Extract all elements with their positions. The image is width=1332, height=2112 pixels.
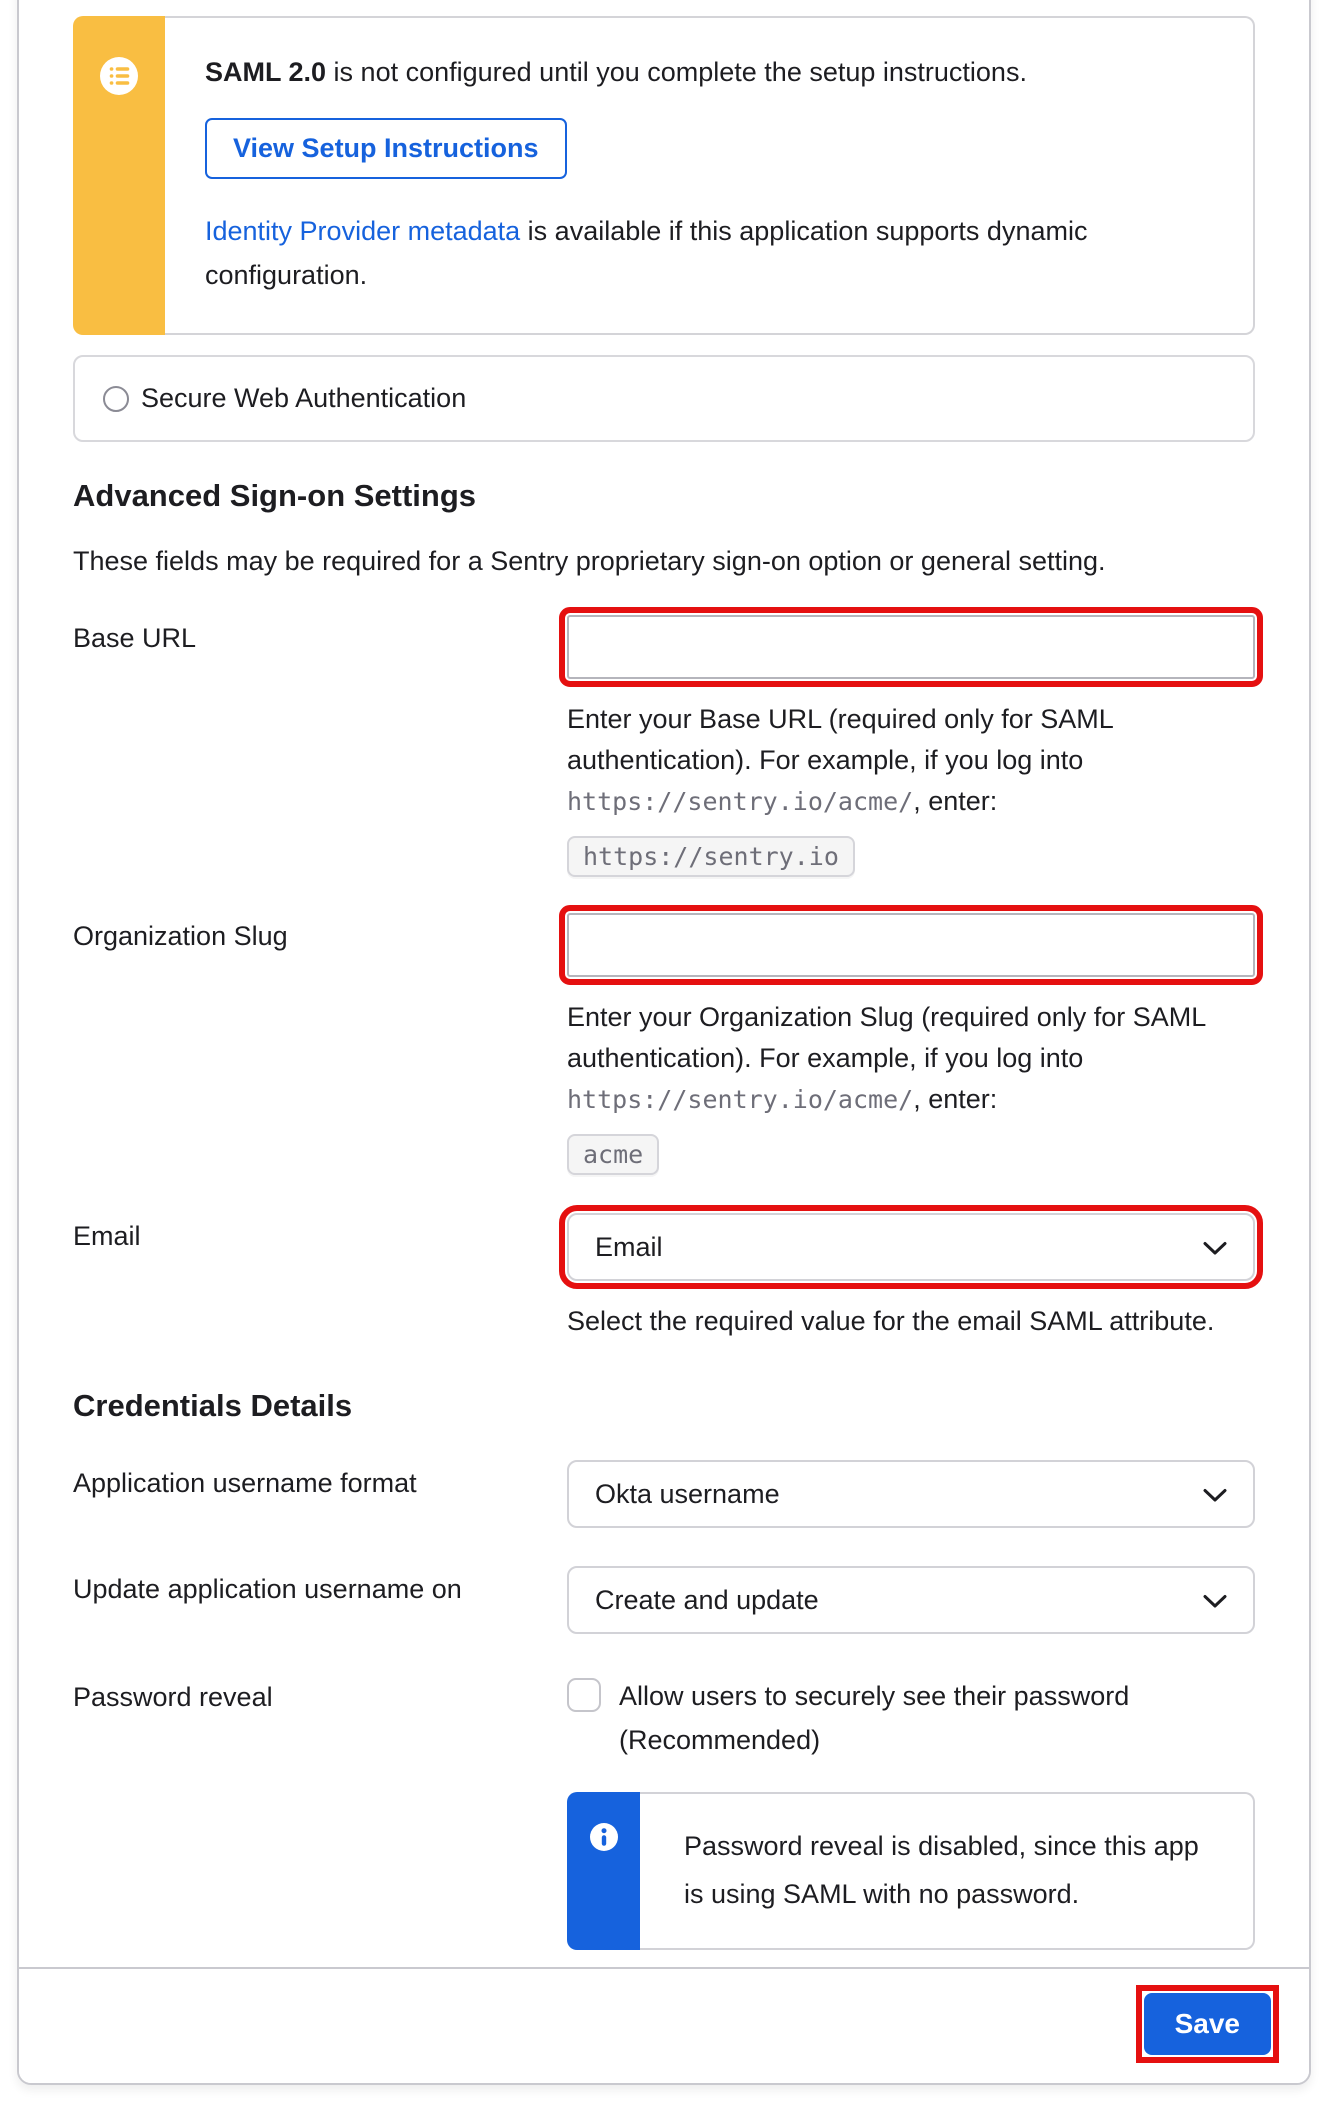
base-url-help-suffix: , enter: <box>913 786 998 816</box>
email-select-value: Email <box>595 1231 663 1262</box>
update-username-row <box>73 1566 1255 1634</box>
username-format-select[interactable] <box>567 1460 1255 1528</box>
org-slug-control <box>567 913 1255 1175</box>
password-reveal-info-callout <box>567 1792 1255 1950</box>
chevron-down-icon <box>1203 1232 1227 1263</box>
base-url-help <box>567 699 1255 822</box>
username-format-row <box>73 1460 1255 1528</box>
warning-stripe <box>73 16 165 335</box>
username-format-value: Okta username <box>595 1478 780 1509</box>
base-url-row <box>73 615 1255 877</box>
org-slug-input[interactable] <box>567 913 1255 977</box>
org-slug-label: Organization Slug <box>73 921 288 951</box>
swa-option-label: Secure Web Authentication <box>141 383 467 413</box>
password-reveal-checkbox[interactable] <box>567 1678 601 1712</box>
base-url-help-code: https://sentry.io/acme/ <box>567 787 914 816</box>
warning-title <box>205 52 1213 92</box>
chevron-down-icon <box>1203 1585 1227 1616</box>
swa-radio[interactable] <box>103 386 129 412</box>
org-slug-help-code: https://sentry.io/acme/ <box>567 1085 914 1114</box>
metadata-paragraph <box>205 209 1213 297</box>
advanced-signon-description: These fields may be required for a Sentry proprietary sign-on option or general setting. <box>73 546 1106 576</box>
identity-provider-metadata-link[interactable]: Identity Provider metadata <box>205 216 521 246</box>
saml-warning-callout <box>73 16 1255 335</box>
info-stripe <box>567 1792 640 1950</box>
email-help: Select the required value for the email SAML attribute. <box>567 1306 1215 1336</box>
view-setup-instructions-button[interactable]: View Setup Instructions <box>205 118 567 179</box>
password-reveal-checkbox-group <box>567 1674 1255 1762</box>
base-url-example-chip: https://sentry.io <box>567 836 855 877</box>
update-username-control <box>567 1566 1255 1634</box>
username-format-label: Application username format <box>73 1468 417 1498</box>
password-reveal-checkbox-label: Allow users to securely see their password (Recommended) <box>619 1681 1130 1755</box>
advanced-signon-heading: Advanced Sign-on Settings <box>73 478 477 513</box>
org-slug-example-chip: acme <box>567 1134 659 1175</box>
base-url-control <box>567 615 1255 877</box>
email-control <box>567 1213 1255 1342</box>
org-slug-help-text: Enter your Organization Slug (required only for SAML authentication). For example, if you log into <box>567 1002 1206 1073</box>
update-username-label: Update application username on <box>73 1574 462 1604</box>
warning-title-rest: is not configured until you complete the setup instructions. <box>326 57 1027 87</box>
base-url-label: Base URL <box>73 623 197 653</box>
username-format-control <box>567 1460 1255 1528</box>
update-username-select[interactable] <box>567 1566 1255 1634</box>
update-username-value: Create and update <box>595 1584 819 1615</box>
chevron-down-icon <box>1203 1479 1227 1510</box>
org-slug-help <box>567 997 1255 1120</box>
org-slug-row <box>73 913 1255 1175</box>
password-reveal-label: Password reveal <box>73 1682 273 1712</box>
save-button[interactable]: Save <box>1144 1993 1271 2055</box>
password-reveal-control <box>567 1674 1255 1950</box>
warning-body <box>165 16 1255 335</box>
warning-title-strong: SAML 2.0 <box>205 57 327 87</box>
metadata-paragraph-rest: is available if this application supports dynamic configuration. <box>205 216 1088 290</box>
swa-option-box <box>73 355 1255 442</box>
email-select[interactable] <box>567 1213 1255 1281</box>
footer-bar <box>19 1967 1309 2083</box>
password-reveal-row <box>73 1674 1255 1950</box>
email-label: Email <box>73 1221 141 1251</box>
org-slug-help-suffix: , enter: <box>913 1084 998 1114</box>
credentials-heading: Credentials Details <box>73 1388 353 1423</box>
base-url-input[interactable] <box>567 615 1255 679</box>
info-icon <box>589 1822 619 1857</box>
info-callout-text: Password reveal is disabled, since this app is using SAML with no password. <box>640 1792 1255 1950</box>
save-button-highlight <box>1144 1993 1271 2055</box>
settings-content <box>19 0 1309 1967</box>
base-url-help-text: Enter your Base URL (required only for SAML authentication). For example, if you log into <box>567 704 1113 775</box>
email-row <box>73 1213 1255 1342</box>
settings-panel <box>17 0 1311 2085</box>
bulleted-list-icon <box>99 56 139 101</box>
